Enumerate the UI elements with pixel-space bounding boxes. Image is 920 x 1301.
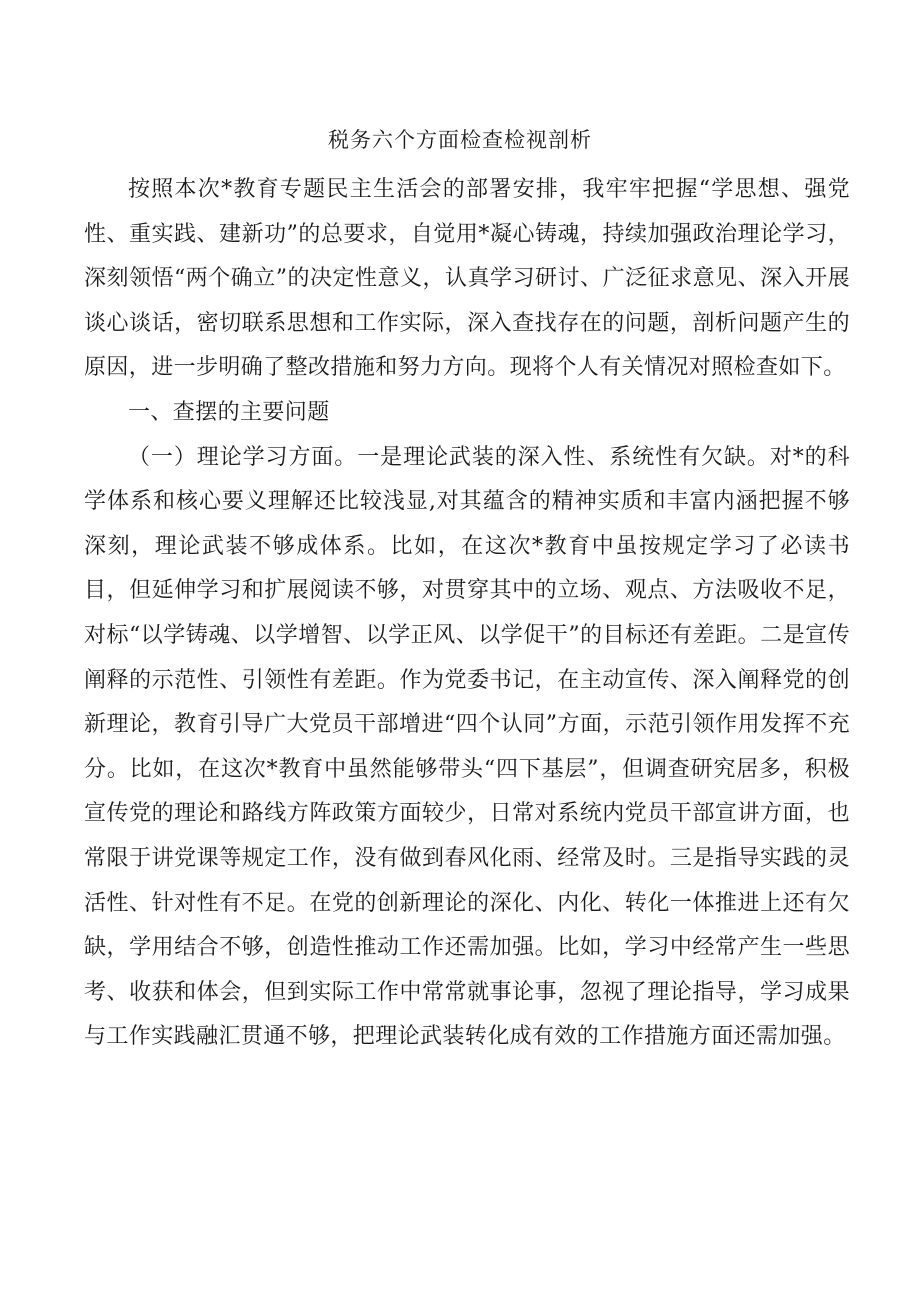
theory-study-paragraph: （一）理论学习方面。一是理论武装的深入性、系统性有欠缺。对*的科学体系和核心要义理解还比较浅显,对其蕴含的精神实质和丰富内涵把握不够深刻，理论武装不够成体系。比如，在这次*教育中虽按规定学习了必读书目，但延伸学习和扩展阅读不够，对贯穿其中的立场、观点、方法吸收不足，对标“以学铸魂、以学增智、以学正风、以学促干”的目标还有差距。二是宣传阐释的示范性、引领性有差距。作为党委书记，在主动宣传、深入阐释党的创新理论，教育引导广大党员干部增进“四个认同”方面，示范引领作用发挥不充分。比如，在这次*教育中虽然能够带头“四下基层”，但调查研究居多，积极宣传党的理论和路线方阵政策方面较少，日常对系统内党员干部宣讲方面，也常限于讲党课等规定工作，没有做到春风化雨、经常及时。三是指导实践的灵活性、针对性有不足。在党的创新理论的深化、内化、转化一体推进上还有欠缺，学用结合不够，创造性推动工作还需加强。比如，学习中经常产生一些思考、收获和体会，但到实际工作中常常就事论事，忽视了理论指导，学习成果与工作实践融汇贯通不够，把理论武装转化成有效的工作措施方面还需加强。 [84,444,850,1050]
intro-paragraph: 按照本次*教育专题民主生活会的部署安排，我牢牢把握“学思想、强党性、重实践、建新功”的总要求，自觉用*凝心铸魂，持续加强政治理论学习，深刻领悟“两个确立”的决定性意义，认真学习研讨、广泛征求意见、深入开展谈心谈话，密切联系思想和工作实际，深入查找存在的问题，剖析问题产生的原因，进一步明确了整改措施和努力方向。现将个人有关情况对照检查如下。 [84,177,850,381]
document-body [84,168,850,1060]
document-title: 税务六个方面检查检视剖析 [328,128,592,152]
section-heading: 一、查摆的主要问题 [128,399,330,425]
